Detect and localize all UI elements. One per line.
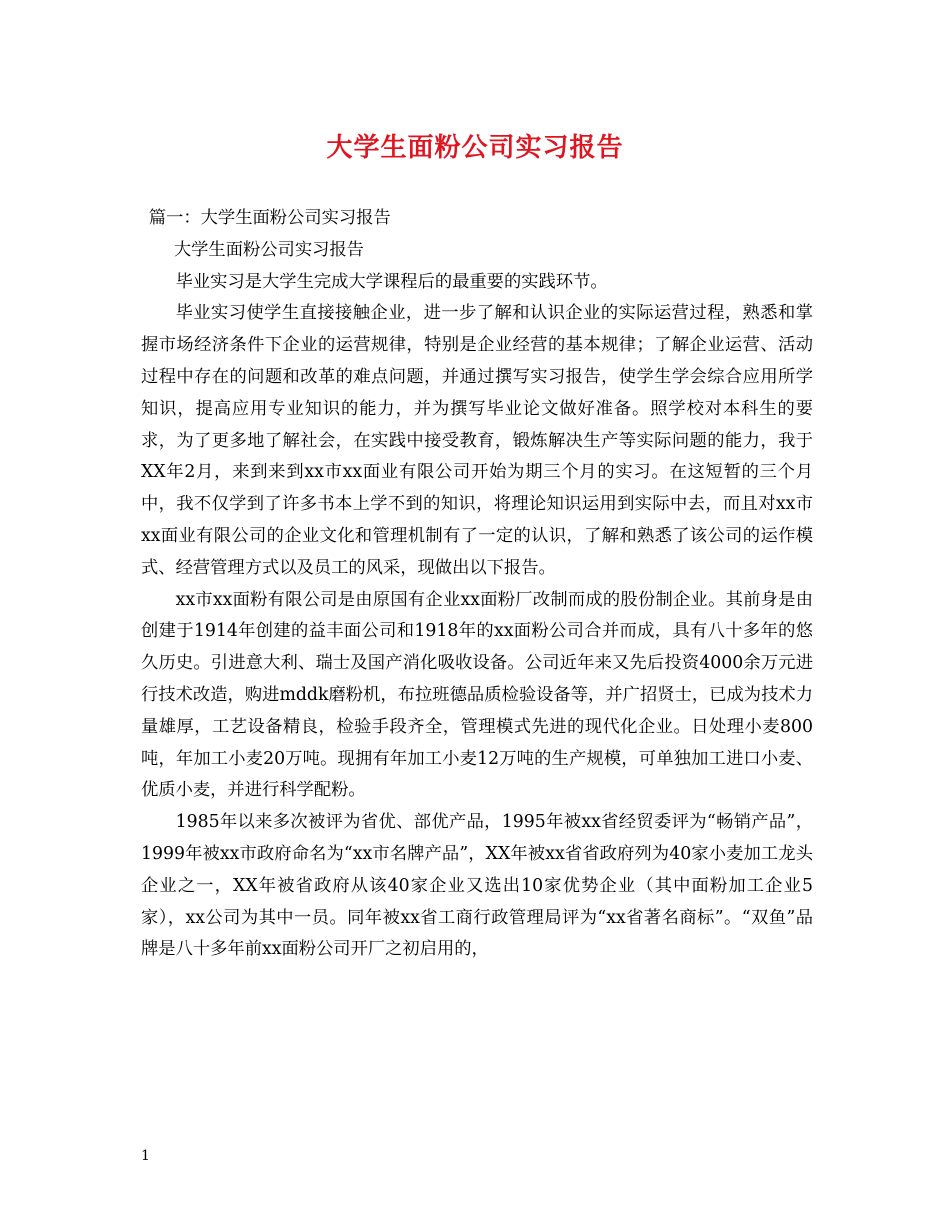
paragraph-company-profile: xx市xx面粉有限公司是由原国有企业xx面粉厂改制而成的股份制企业。其前身是由创建于1914年创建的益丰面公司和1918年的xx面粉公司合并而成，具有八十多年的悠久历史。引进意大利、瑞士及国产消化吸收设备。公司近年来又先后投资4000余万元进行技术改造，购进mddk磨粉机，布拉班德品质检验设备等，并广招贤士，已成为技术力量雄厚，工艺设备精良，检验手段齐全，管理模式先进的现代化企业。日处理小麦800吨，年加工小麦20万吨。现拥有年加工小麦12万吨的生产规模，可单独加工进口小麦、优质小麦，并进行科学配粉。 — [141, 589, 813, 801]
chapter-heading: 篇一：大学生面粉公司实习报告 — [148, 208, 391, 228]
page-number: 1 — [141, 1148, 150, 1164]
document-body — [141, 203, 813, 966]
paragraph-purpose: 毕业实习使学生直接接触企业，进一步了解和认识企业的实际运营过程，熟悉和掌握市场经济条件下企业的运营规律，特别是企业经营的基本规律；了解企业运营、活动过程中存在的问题和改革的难点问题，并通过撰写实习报告，使学生学会综合应用所学知识，提高应用专业知识的能力，并为撰写毕业论文做好准备。照学校对本科生的要求，为了更多地了解社会，在实践中接受教育，锻炼解决生产等实际问题的能力，我于XX年2月，来到来到xx市xx面业有限公司开始为期三个月的实习。在这短暂的三个月中，我不仅学到了许多书本上学不到的知识，将理论知识运用到实际中去，而且对xx市xx面业有限公司的企业文化和管理机制有了一定的认识，了解和熟悉了该公司的运作模式、经营管理方式以及员工的风采，现做出以下报告。 — [141, 303, 813, 578]
report-subtitle: 大学生面粉公司实习报告 — [173, 239, 364, 260]
paragraph-awards: 1985年以来多次被评为省优、部优产品，1995年被xx省经贸委评为“畅销产品”，1999年被xx市政府命名为“xx市名牌产品”，XX年被xx省省政府列为40家小麦加工龙头企业之一，XX年被省政府从该40家企业又选出10家优势企业（其中面粉加工企业5家），xx公司为其中一员。同年被xx省工商行政管理局评为“xx省著名商标”。“双鱼”品牌是八十多年前xx面粉公司开厂之初启用的， — [141, 812, 813, 960]
document-title: 大学生面粉公司实习报告 — [326, 133, 624, 163]
paragraph-intro: 毕业实习是大学生完成大学课程后的最重要的实践环节。 — [175, 271, 608, 292]
